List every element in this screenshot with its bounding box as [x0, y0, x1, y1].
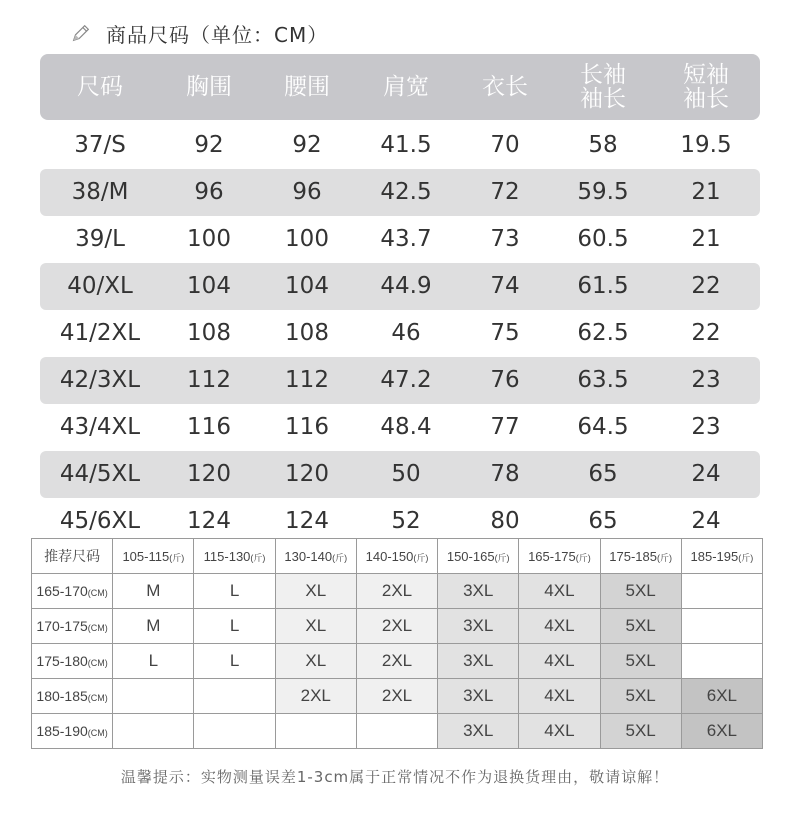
- size-chart-cell: 38/M: [71, 179, 129, 206]
- weight-range-header: 185-195(斤): [681, 539, 762, 574]
- recommend-corner-cell: 推荐尺码: [32, 539, 113, 574]
- recommended-size-cell: 5XL: [600, 679, 681, 714]
- size-chart-cell: 124: [187, 508, 231, 535]
- recommended-size-cell: L: [113, 644, 194, 679]
- size-chart-cell: 78: [490, 461, 520, 488]
- size-chart-cell: 47.2: [380, 367, 432, 394]
- recommended-size-cell: M: [113, 609, 194, 644]
- recommended-size-cell: 5XL: [600, 644, 681, 679]
- height-range-header: 170-175(CM): [32, 609, 113, 644]
- size-chart-cell: 23: [691, 367, 721, 394]
- disclaimer-note: 温馨提示：实物测量误差1-3cm属于正常情况不作为退换货理由，敬请谅解！: [120, 768, 670, 786]
- size-chart-cell: 96: [194, 179, 224, 206]
- recommended-size-cell: [194, 679, 275, 714]
- size-chart-cell: 59.5: [577, 179, 629, 206]
- weight-range-header: 115-130(斤): [194, 539, 275, 574]
- size-chart-cell: 24: [691, 508, 721, 535]
- recommended-size-cell: [194, 714, 275, 749]
- recommended-size-cell: 3XL: [438, 574, 519, 609]
- size-chart-header-cell: 肩宽: [383, 74, 429, 100]
- weight-range-header: 165-175(斤): [519, 539, 600, 574]
- recommend-row: [32, 644, 763, 679]
- weight-range-header: 105-115(斤): [113, 539, 194, 574]
- size-chart-cell: 65: [588, 461, 618, 488]
- recommended-size-cell: 4XL: [519, 574, 600, 609]
- recommended-size-cell: 4XL: [519, 609, 600, 644]
- size-chart-cell: 112: [187, 367, 231, 394]
- size-chart-cell: 72: [490, 179, 520, 206]
- size-chart-cell: 62.5: [577, 320, 629, 347]
- size-chart-cell: 48.4: [380, 414, 432, 441]
- recommended-size-cell: 4XL: [519, 714, 600, 749]
- size-chart-row: [40, 169, 760, 216]
- size-chart-row: [40, 357, 760, 404]
- size-chart-cell: 116: [285, 414, 329, 441]
- size-chart-cell: 19.5: [680, 132, 732, 159]
- size-chart-cell: 120: [187, 461, 231, 488]
- recommended-size-cell: 2XL: [356, 644, 437, 679]
- recommended-size-cell: 5XL: [600, 574, 681, 609]
- size-chart-cell: 23: [691, 414, 721, 441]
- recommended-size-cell: 5XL: [600, 714, 681, 749]
- size-chart-cell: 42/3XL: [59, 367, 141, 394]
- size-chart-cell: 41.5: [380, 132, 432, 159]
- recommended-size-cell: 3XL: [438, 679, 519, 714]
- size-chart-header: [40, 54, 760, 120]
- size-chart: [40, 54, 760, 545]
- pencil-icon: [70, 22, 92, 44]
- height-range-header: 175-180(CM): [32, 644, 113, 679]
- size-chart-cell: 120: [285, 461, 329, 488]
- size-chart-cell: 80: [490, 508, 520, 535]
- height-range-header: 165-170(CM): [32, 574, 113, 609]
- recommended-size-cell: [681, 574, 762, 609]
- size-chart-cell: 42.5: [380, 179, 432, 206]
- size-chart-cell: 100: [187, 226, 231, 253]
- size-chart-header-cell: 短袖 袖长: [683, 62, 729, 112]
- recommended-size-cell: [275, 714, 356, 749]
- size-chart-row: [40, 451, 760, 498]
- size-chart-cell: 92: [194, 132, 224, 159]
- recommended-size-cell: L: [194, 574, 275, 609]
- size-chart-cell: 44.9: [380, 273, 432, 300]
- size-chart-row: [40, 263, 760, 310]
- recommended-size-cell: [681, 644, 762, 679]
- recommended-size-cell: 3XL: [438, 644, 519, 679]
- size-chart-header-cell: 腰围: [284, 74, 330, 100]
- height-range-header: 180-185(CM): [32, 679, 113, 714]
- recommended-size-cell: [681, 609, 762, 644]
- recommended-size-cell: 6XL: [681, 679, 762, 714]
- size-chart-cell: 21: [691, 226, 721, 253]
- page-title-row: [70, 18, 328, 48]
- recommended-size-cell: L: [194, 609, 275, 644]
- recommended-size-cell: 2XL: [356, 574, 437, 609]
- size-chart-cell: 65: [588, 508, 618, 535]
- size-chart-header-cell: 胸围: [186, 74, 232, 100]
- recommend-row: [32, 679, 763, 714]
- size-chart-cell: 43/4XL: [59, 414, 141, 441]
- size-chart-cell: 74: [490, 273, 520, 300]
- recommended-size-cell: [356, 714, 437, 749]
- size-chart-cell: 108: [187, 320, 231, 347]
- size-chart-row: [40, 216, 760, 263]
- size-chart-cell: 22: [691, 320, 721, 347]
- recommended-size-cell: 3XL: [438, 609, 519, 644]
- recommend-row: [32, 714, 763, 749]
- recommended-size-cell: [113, 714, 194, 749]
- size-chart-cell: 22: [691, 273, 721, 300]
- size-chart-cell: 96: [292, 179, 322, 206]
- size-chart-cell: 43.7: [380, 226, 432, 253]
- recommended-size-cell: [113, 679, 194, 714]
- size-chart-cell: 60.5: [577, 226, 629, 253]
- recommended-size-cell: 2XL: [356, 609, 437, 644]
- size-chart-cell: 24: [691, 461, 721, 488]
- size-chart-cell: 70: [490, 132, 520, 159]
- size-chart-cell: 116: [187, 414, 231, 441]
- size-chart-cell: 46: [391, 320, 421, 347]
- recommend-row: [32, 574, 763, 609]
- size-chart-cell: 44/5XL: [59, 461, 141, 488]
- size-chart-cell: 45/6XL: [59, 508, 141, 535]
- recommended-size-cell: M: [113, 574, 194, 609]
- recommended-size-cell: XL: [275, 644, 356, 679]
- size-chart-row: [40, 404, 760, 451]
- recommended-size-cell: 6XL: [681, 714, 762, 749]
- weight-range-header: 175-185(斤): [600, 539, 681, 574]
- size-chart-cell: 39/L: [75, 226, 125, 253]
- recommended-size-cell: 4XL: [519, 679, 600, 714]
- size-chart-header-cell: 长袖 袖长: [580, 62, 626, 112]
- weight-range-header: 150-165(斤): [438, 539, 519, 574]
- size-chart-cell: 100: [285, 226, 329, 253]
- recommended-size-cell: XL: [275, 574, 356, 609]
- size-chart-cell: 21: [691, 179, 721, 206]
- recommended-size-cell: 2XL: [275, 679, 356, 714]
- size-chart-cell: 75: [490, 320, 520, 347]
- size-chart-cell: 40/XL: [67, 273, 133, 300]
- page-title: 商品尺码（单位：CM）: [106, 22, 329, 47]
- size-chart-cell: 112: [285, 367, 329, 394]
- size-chart-cell: 41/2XL: [59, 320, 141, 347]
- size-chart-cell: 92: [292, 132, 322, 159]
- recommend-header-row: [32, 539, 763, 574]
- size-chart-cell: 108: [285, 320, 329, 347]
- weight-range-header: 140-150(斤): [356, 539, 437, 574]
- recommended-size-cell: XL: [275, 609, 356, 644]
- size-chart-cell: 52: [391, 508, 421, 535]
- size-chart-cell: 76: [490, 367, 520, 394]
- size-chart-cell: 77: [490, 414, 520, 441]
- height-range-header: 185-190(CM): [32, 714, 113, 749]
- size-chart-cell: 124: [285, 508, 329, 535]
- size-chart-cell: 37/S: [74, 132, 126, 159]
- size-chart-header-cell: 尺码: [77, 74, 123, 100]
- size-chart-cell: 64.5: [577, 414, 629, 441]
- recommended-size-cell: 4XL: [519, 644, 600, 679]
- recommended-size-cell: 3XL: [438, 714, 519, 749]
- recommended-size-cell: 2XL: [356, 679, 437, 714]
- size-chart-cell: 73: [490, 226, 520, 253]
- recommend-row: [32, 609, 763, 644]
- size-chart-cell: 58: [588, 132, 618, 159]
- size-chart-body: [40, 122, 760, 545]
- size-chart-cell: 61.5: [577, 273, 629, 300]
- weight-range-header: 130-140(斤): [275, 539, 356, 574]
- size-chart-row: [40, 310, 760, 357]
- recommend-table: [31, 538, 763, 749]
- recommended-size-cell: L: [194, 644, 275, 679]
- size-chart-header-cell: 衣长: [482, 74, 528, 100]
- size-chart-cell: 63.5: [577, 367, 629, 394]
- size-chart-cell: 104: [285, 273, 329, 300]
- size-chart-row: [40, 122, 760, 169]
- size-chart-cell: 104: [187, 273, 231, 300]
- size-chart-cell: 50: [391, 461, 421, 488]
- recommended-size-cell: 5XL: [600, 609, 681, 644]
